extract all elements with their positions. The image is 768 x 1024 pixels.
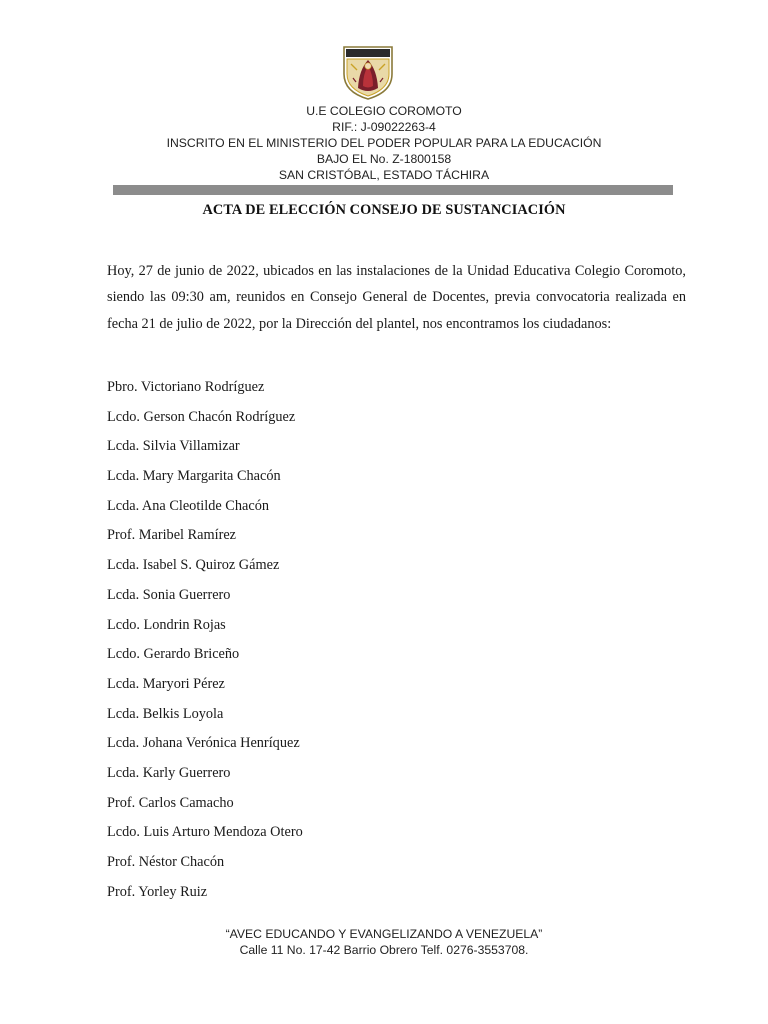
document-title: ACTA DE ELECCIÓN CONSEJO DE SUSTANCIACIÓN: [202, 202, 566, 218]
footer-address: Calle 11 No. 17-42 Barrio Obrero Telf. 0276-3553708.: [239, 942, 529, 957]
attendee-name: Lcdo. Londrin Rojas: [107, 616, 226, 633]
rif-number: RIF.: J-09022263-4: [332, 120, 436, 134]
attendee-name: Lcdo. Gerardo Briceño: [107, 646, 240, 663]
attendee-name: Lcda. Isabel S. Quiroz Gámez: [107, 557, 280, 574]
attendee-name: Lcdo. Luis Arturo Mendoza Otero: [107, 824, 303, 841]
school-name: U.E COLEGIO COROMOTO: [306, 104, 462, 118]
letterhead: [0, 103, 768, 183]
attendee-name: Pbro. Victoriano Rodríguez: [107, 379, 265, 395]
intro-paragraph: Hoy, 27 de junio de 2022, ubicados en las instalaciones de la Unidad Educativa Colegio Coromoto, siendo las 09:30 am, reunidos en Consejo General de Docentes, previa convocatoria realizada en fecha 21 de julio de 2022, por la Dirección del plantel, nos encontramos los ciudadanos:: [107, 263, 686, 332]
attendee-name: Prof. Maribel Ramírez: [107, 527, 237, 544]
attendee-name: Lcda. Maryori Pérez: [107, 675, 225, 692]
attendee-name: Lcdo. Gerson Chacón Rodríguez: [107, 408, 296, 425]
registration-line: INSCRITO EN EL MINISTERIO DEL PODER POPULAR PARA LA EDUCACIÓN: [166, 136, 602, 150]
registration-number: BAJO EL No. Z-1800158: [316, 152, 452, 166]
footer-motto: “AVEC EDUCANDO Y EVANGELIZANDO A VENEZUELA”: [225, 927, 543, 941]
school-location: SAN CRISTÓBAL, ESTADO TÁCHIRA: [278, 168, 490, 182]
attendee-name: Prof. Yorley Ruiz: [107, 883, 208, 900]
attendee-name: Prof. Carlos Camacho: [107, 794, 234, 811]
attendee-name: Lcda. Ana Cleotilde Chacón: [107, 497, 269, 514]
attendee-name: Lcda. Karly Guerrero: [107, 764, 231, 781]
school-crest-logo: [341, 44, 395, 100]
page-footer: [0, 927, 768, 958]
header-divider: [113, 185, 673, 195]
attendee-list: [107, 376, 303, 910]
attendee-name: Lcda. Silvia Villamizar: [107, 438, 240, 455]
attendee-name: Prof. Néstor Chacón: [107, 854, 225, 870]
attendee-name: Lcda. Sonia Guerrero: [107, 586, 231, 603]
attendee-name: Lcda. Johana Verónica Henríquez: [107, 735, 300, 752]
attendee-name: Lcda. Mary Margarita Chacón: [107, 468, 281, 485]
attendee-name: Lcda. Belkis Loyola: [107, 705, 224, 722]
